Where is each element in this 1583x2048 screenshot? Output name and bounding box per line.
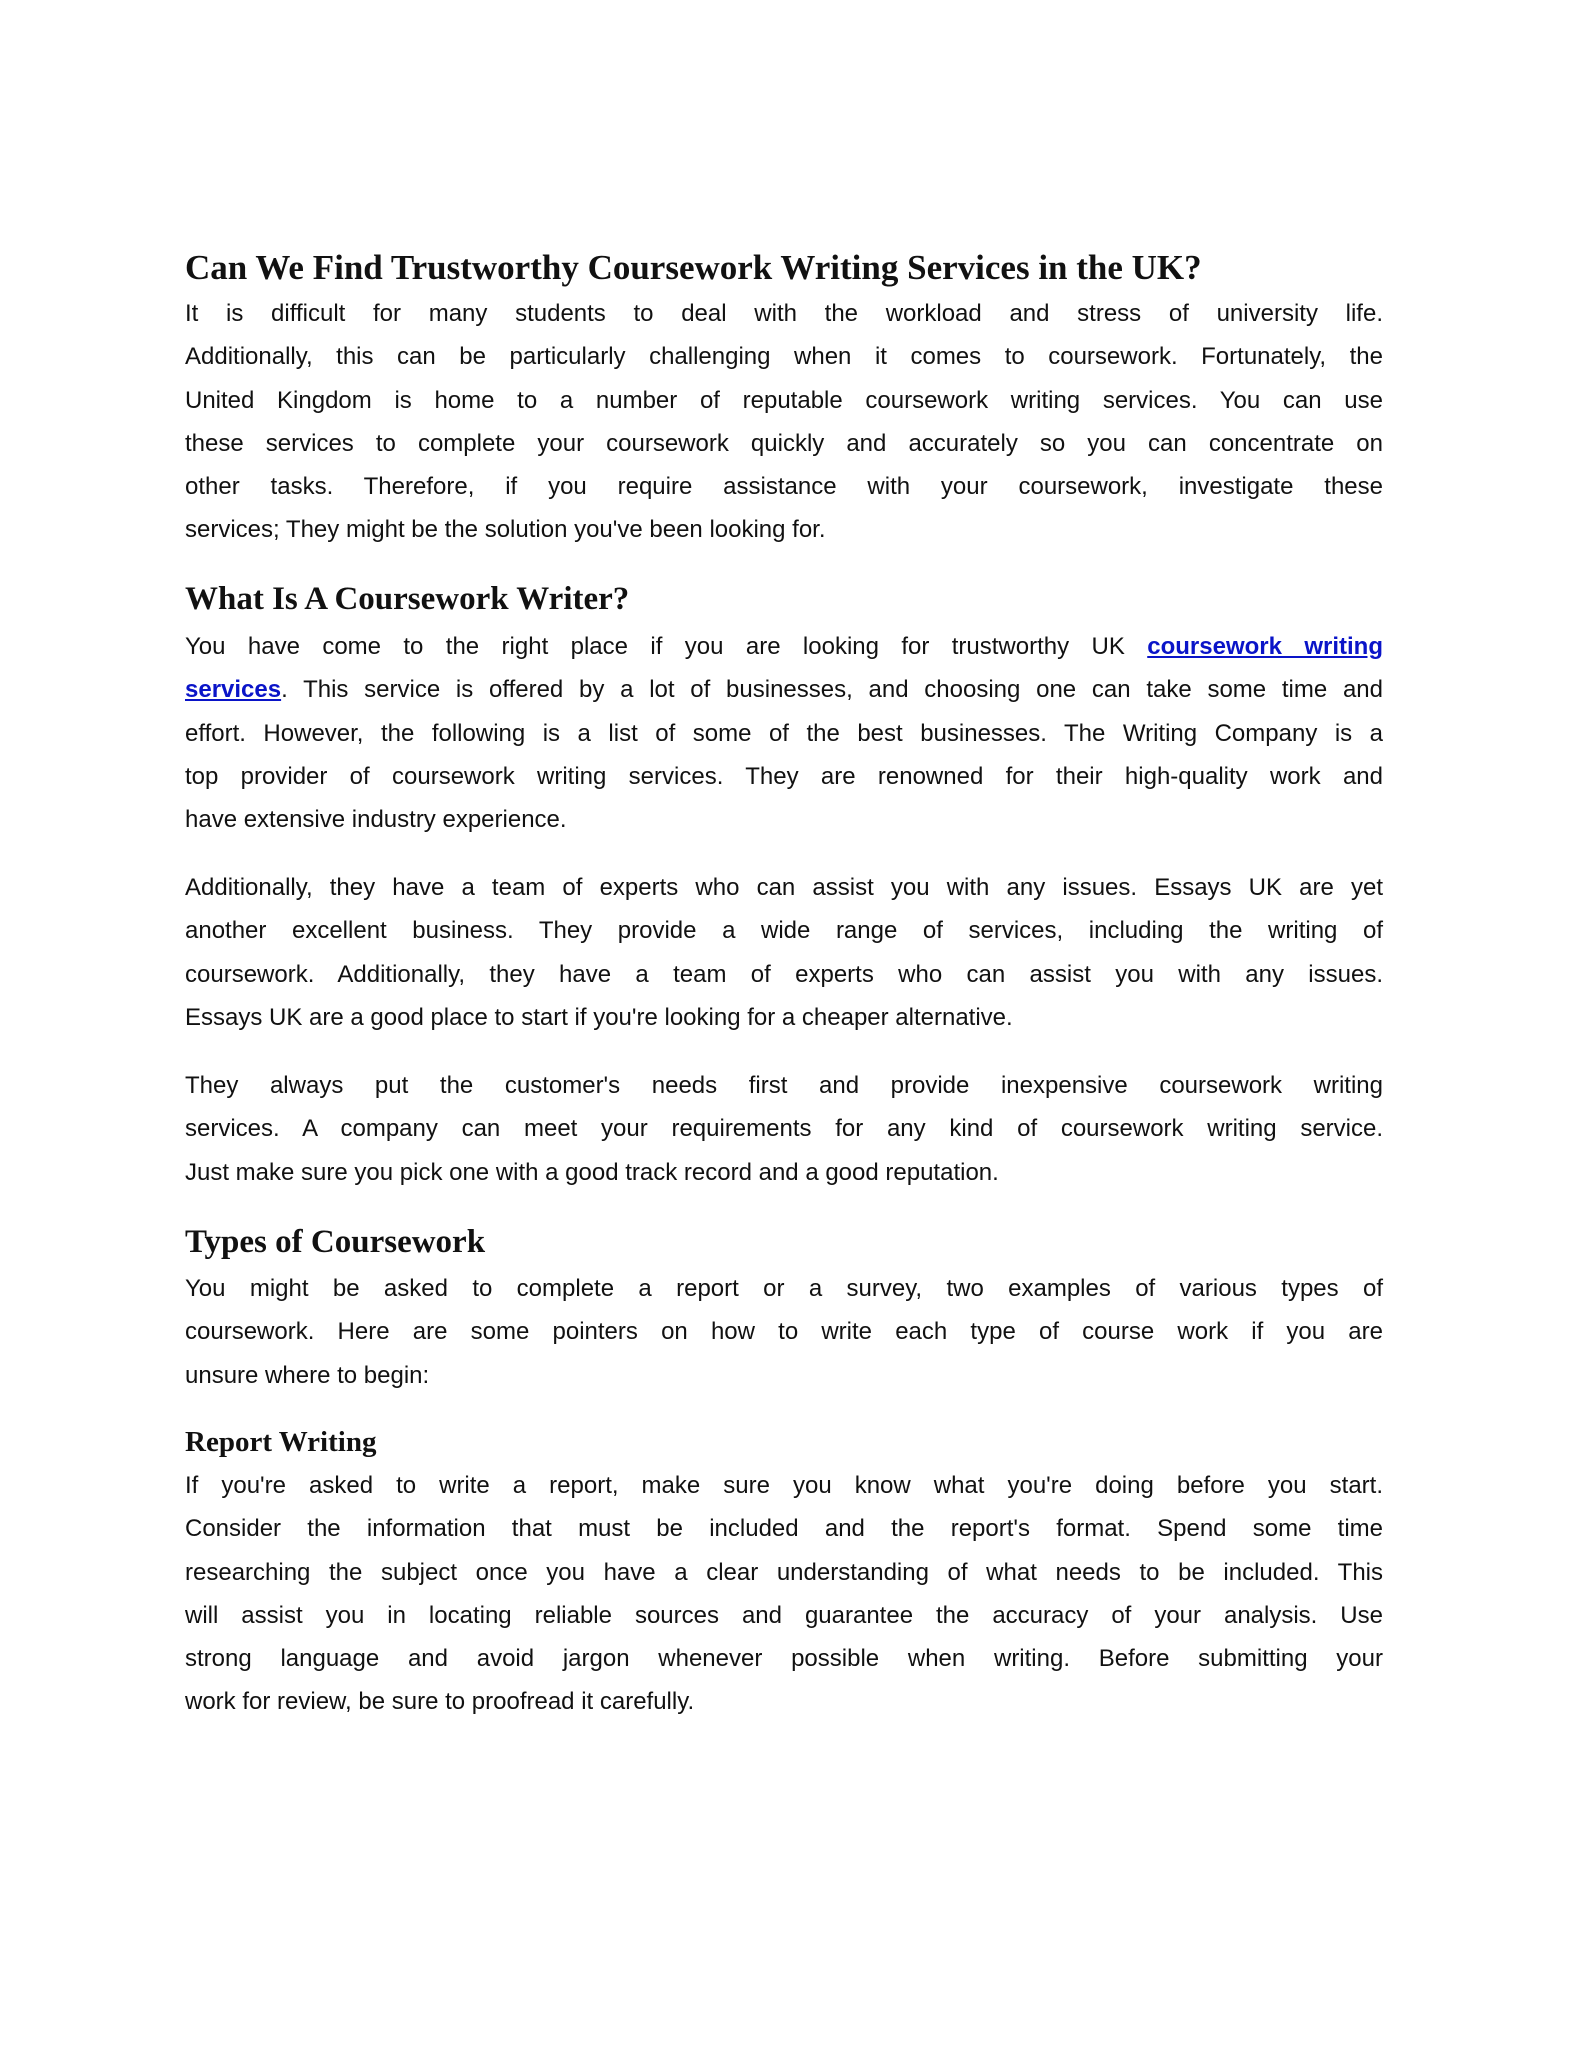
text-line: If you're asked to write a report, make sure you know what you're doing before you start.: [185, 1472, 1383, 1499]
text-line: these services to complete your coursework quickly and accurately so you can concentrate on: [185, 429, 1383, 457]
text-line: have extensive industry experience.: [185, 806, 567, 834]
coursework-writing-services-link-cont[interactable]: services: [185, 676, 282, 704]
text-line: services. A company can meet your requirements for any kind of coursework writing service.: [185, 1115, 1383, 1143]
writer-paragraph-rest: [185, 712, 1383, 842]
text-line: It is difficult for many students to deal with the workload and stress of university life.: [185, 300, 1383, 327]
text-line: strong language and avoid jargon whenever possible when writing. Before submitting your: [185, 1645, 1383, 1673]
experts-paragraph: [185, 866, 1383, 1039]
text-line: coursework. Additionally, they have a team of experts who can assist you with any issues.: [185, 960, 1383, 988]
text-line: [185, 625, 1383, 668]
text-line: United Kingdom is home to a number of reputable coursework writing services. You can use: [185, 386, 1383, 414]
intro-paragraph: [185, 292, 1383, 552]
coursework-writing-services-link[interactable]: coursework writing: [1147, 633, 1383, 660]
text-line: another excellent business. They provide a wide range of services, including the writing of: [185, 917, 1383, 945]
text-line: Just make sure you pick one with a good track record and a good reputation.: [185, 1158, 999, 1186]
text-line: unsure where to begin:: [185, 1361, 430, 1389]
text-line: Consider the information that must be included and the report's format. Spend some time: [185, 1515, 1383, 1543]
writer-paragraph: [185, 625, 1383, 841]
text-line: work for review, be sure to proofread it carefully.: [185, 1688, 695, 1716]
types-paragraph: [185, 1267, 1383, 1397]
text-line: coursework. Here are some pointers on how to write each type of course work if you are: [185, 1318, 1383, 1346]
text-line: will assist you in locating reliable sources and guarantee the accuracy of your analysis. Use: [185, 1601, 1383, 1629]
text-line: [185, 668, 1383, 711]
text-line: other tasks. Therefore, if you require assistance with your coursework, investigate these: [185, 473, 1383, 501]
text-line: Additionally, this can be particularly challenging when it comes to coursework. Fortunately, the: [185, 343, 1383, 371]
text-line: researching the subject once you have a clear understanding of what needs to be included. This: [185, 1558, 1383, 1586]
text-line: Additionally, they have a team of experts who can assist you with any issues. Essays UK are yet: [185, 874, 1383, 901]
text-line: You might be asked to complete a report or a survey, two examples of various types of: [185, 1275, 1383, 1302]
text-line: They always put the customer's needs first and provide inexpensive coursework writing: [185, 1072, 1383, 1099]
text-line: Essays UK are a good place to start if you're looking for a cheaper alternative.: [185, 1003, 1013, 1031]
report-paragraph: [185, 1464, 1383, 1724]
text-line: top provider of coursework writing services. They are renowned for their high-quality work and: [185, 762, 1383, 790]
text-span: . This service is offered by a lot of businesses, and choosing one can take some time and: [281, 676, 1383, 704]
subheading-report-writing: Report Writing: [185, 1426, 377, 1458]
section-heading-types: Types of Coursework: [185, 1224, 486, 1260]
section-heading-writer: What Is A Coursework Writer?: [185, 581, 630, 617]
page-title: Can We Find Trustworthy Coursework Writing Services in the UK?: [185, 248, 1202, 287]
text-span: You have come to the right place if you are looking for trustworthy UK: [185, 633, 1148, 660]
customer-paragraph: [185, 1064, 1383, 1194]
text-line: effort. However, the following is a list of some of the best businesses. The Writing Company is a: [185, 719, 1383, 747]
text-line: services; They might be the solution you've been looking for.: [185, 516, 826, 544]
